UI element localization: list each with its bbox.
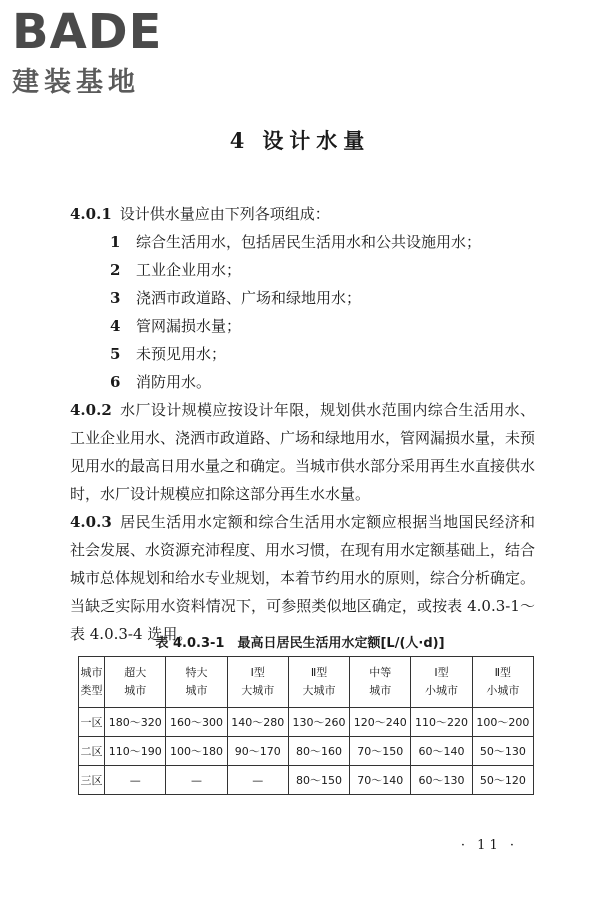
table-row [79,737,534,766]
table-cell: — [166,766,227,795]
list-item-number: 3 [110,289,121,307]
table-cell: 80～150 [288,766,349,795]
list-item-number: 5 [110,345,121,363]
page-number: · 11 · [460,838,518,853]
logo-subtitle: 建装基地 [12,67,140,98]
water-quota-table [78,656,534,795]
header-cell: Ⅰ型 小城市 [411,657,472,708]
list-item-text: 综合生活用水，包括居民生活用水和公共设施用水； [136,233,482,251]
page-body [70,200,535,648]
clause-4-0-3 [70,508,535,648]
table-cell: 110～190 [105,737,166,766]
header-cell: 中等 城市 [350,657,411,708]
list-item-text: 浇洒市政道路、广场和绿地用水； [136,289,362,307]
list-item-text: 未预见用水； [136,345,227,363]
list-item-text: 工业企业用水； [136,261,242,279]
clause-text: 设计供水量应由下列各项组成： [119,205,330,223]
header-cell: 城市 类型 [79,657,105,708]
list-item [70,368,535,396]
list-item [70,284,535,312]
table-cell: 二区 [79,737,105,766]
table-cell: 50～130 [472,737,533,766]
list-item [70,256,535,284]
table-cell: 一区 [79,708,105,737]
table-cell: 160～300 [166,708,227,737]
clause-text: 水厂设计规模应按设计年限，规划供水范围内综合生活用水、工业企业用水、浇洒市政道路、广场和绿地用水，管网漏损水量，未预见用水的最高日用水量之和确定。当城市供水部分采用再生水直接供水时，水厂设计规模应扣除这部分再生水水量。 [70,401,536,503]
table-cell: 130～260 [288,708,349,737]
chapter-title: 设计水量 [262,128,371,153]
header-cell: 超大 城市 [105,657,166,708]
header-cell: Ⅰ型 大城市 [227,657,288,708]
logo-brand: BADE [12,4,163,60]
table-cell: 140～280 [227,708,288,737]
table-cell: 60～140 [411,737,472,766]
chapter-number: 4 [229,128,251,153]
table-cell: 100～200 [472,708,533,737]
list-item-text: 管网漏损水量； [136,317,242,335]
list-item [70,228,535,256]
list-item-number: 2 [110,261,121,279]
table-cell: 80～160 [288,737,349,766]
table-row [79,766,534,795]
table-cell: 110～220 [411,708,472,737]
clause-number: 4.0.1 [70,205,112,223]
table-cell: — [227,766,288,795]
chapter-heading [0,125,600,155]
list-item [70,340,535,368]
clause-number: 4.0.3 [70,513,112,531]
list-item [70,312,535,340]
clause-4-0-2 [70,396,535,508]
table-cell: 180～320 [105,708,166,737]
clause-number: 4.0.2 [70,401,112,419]
table-title: 表 4.0.3-1 最高日居民生活用水定额[L/(人·d)] [155,636,445,651]
logo [12,4,182,98]
list-item-number: 6 [110,373,121,391]
table-row [79,708,534,737]
table-cell: 90～170 [227,737,288,766]
table-cell: — [105,766,166,795]
table-cell: 50～120 [472,766,533,795]
table-cell: 100～180 [166,737,227,766]
table-cell: 120～240 [350,708,411,737]
list-item-text: 消防用水。 [136,373,212,391]
table-cell: 三区 [79,766,105,795]
header-cell: 特大 城市 [166,657,227,708]
list-item-number: 1 [110,233,121,251]
header-cell: Ⅱ型 大城市 [288,657,349,708]
clause-4-0-1 [70,200,535,228]
table-header-row [79,657,534,708]
clause-text: 居民生活用水定额和综合生活用水定额应根据当地国民经济和社会发展、水资源充沛程度、用水习惯，在现有用水定额基础上，结合城市总体规划和给水专业规划，本着节约用水的原则，综合分析确定。当缺乏实际用水资料情况下，可参照类似地区确定，或按表 4.0.3-1～表 4.0.3-4 选用。 [70,513,536,643]
list-item-number: 4 [110,317,121,335]
table-cell: 70～150 [350,737,411,766]
table-cell: 60～130 [411,766,472,795]
header-cell: Ⅱ型 小城市 [472,657,533,708]
table-cell: 70～140 [350,766,411,795]
